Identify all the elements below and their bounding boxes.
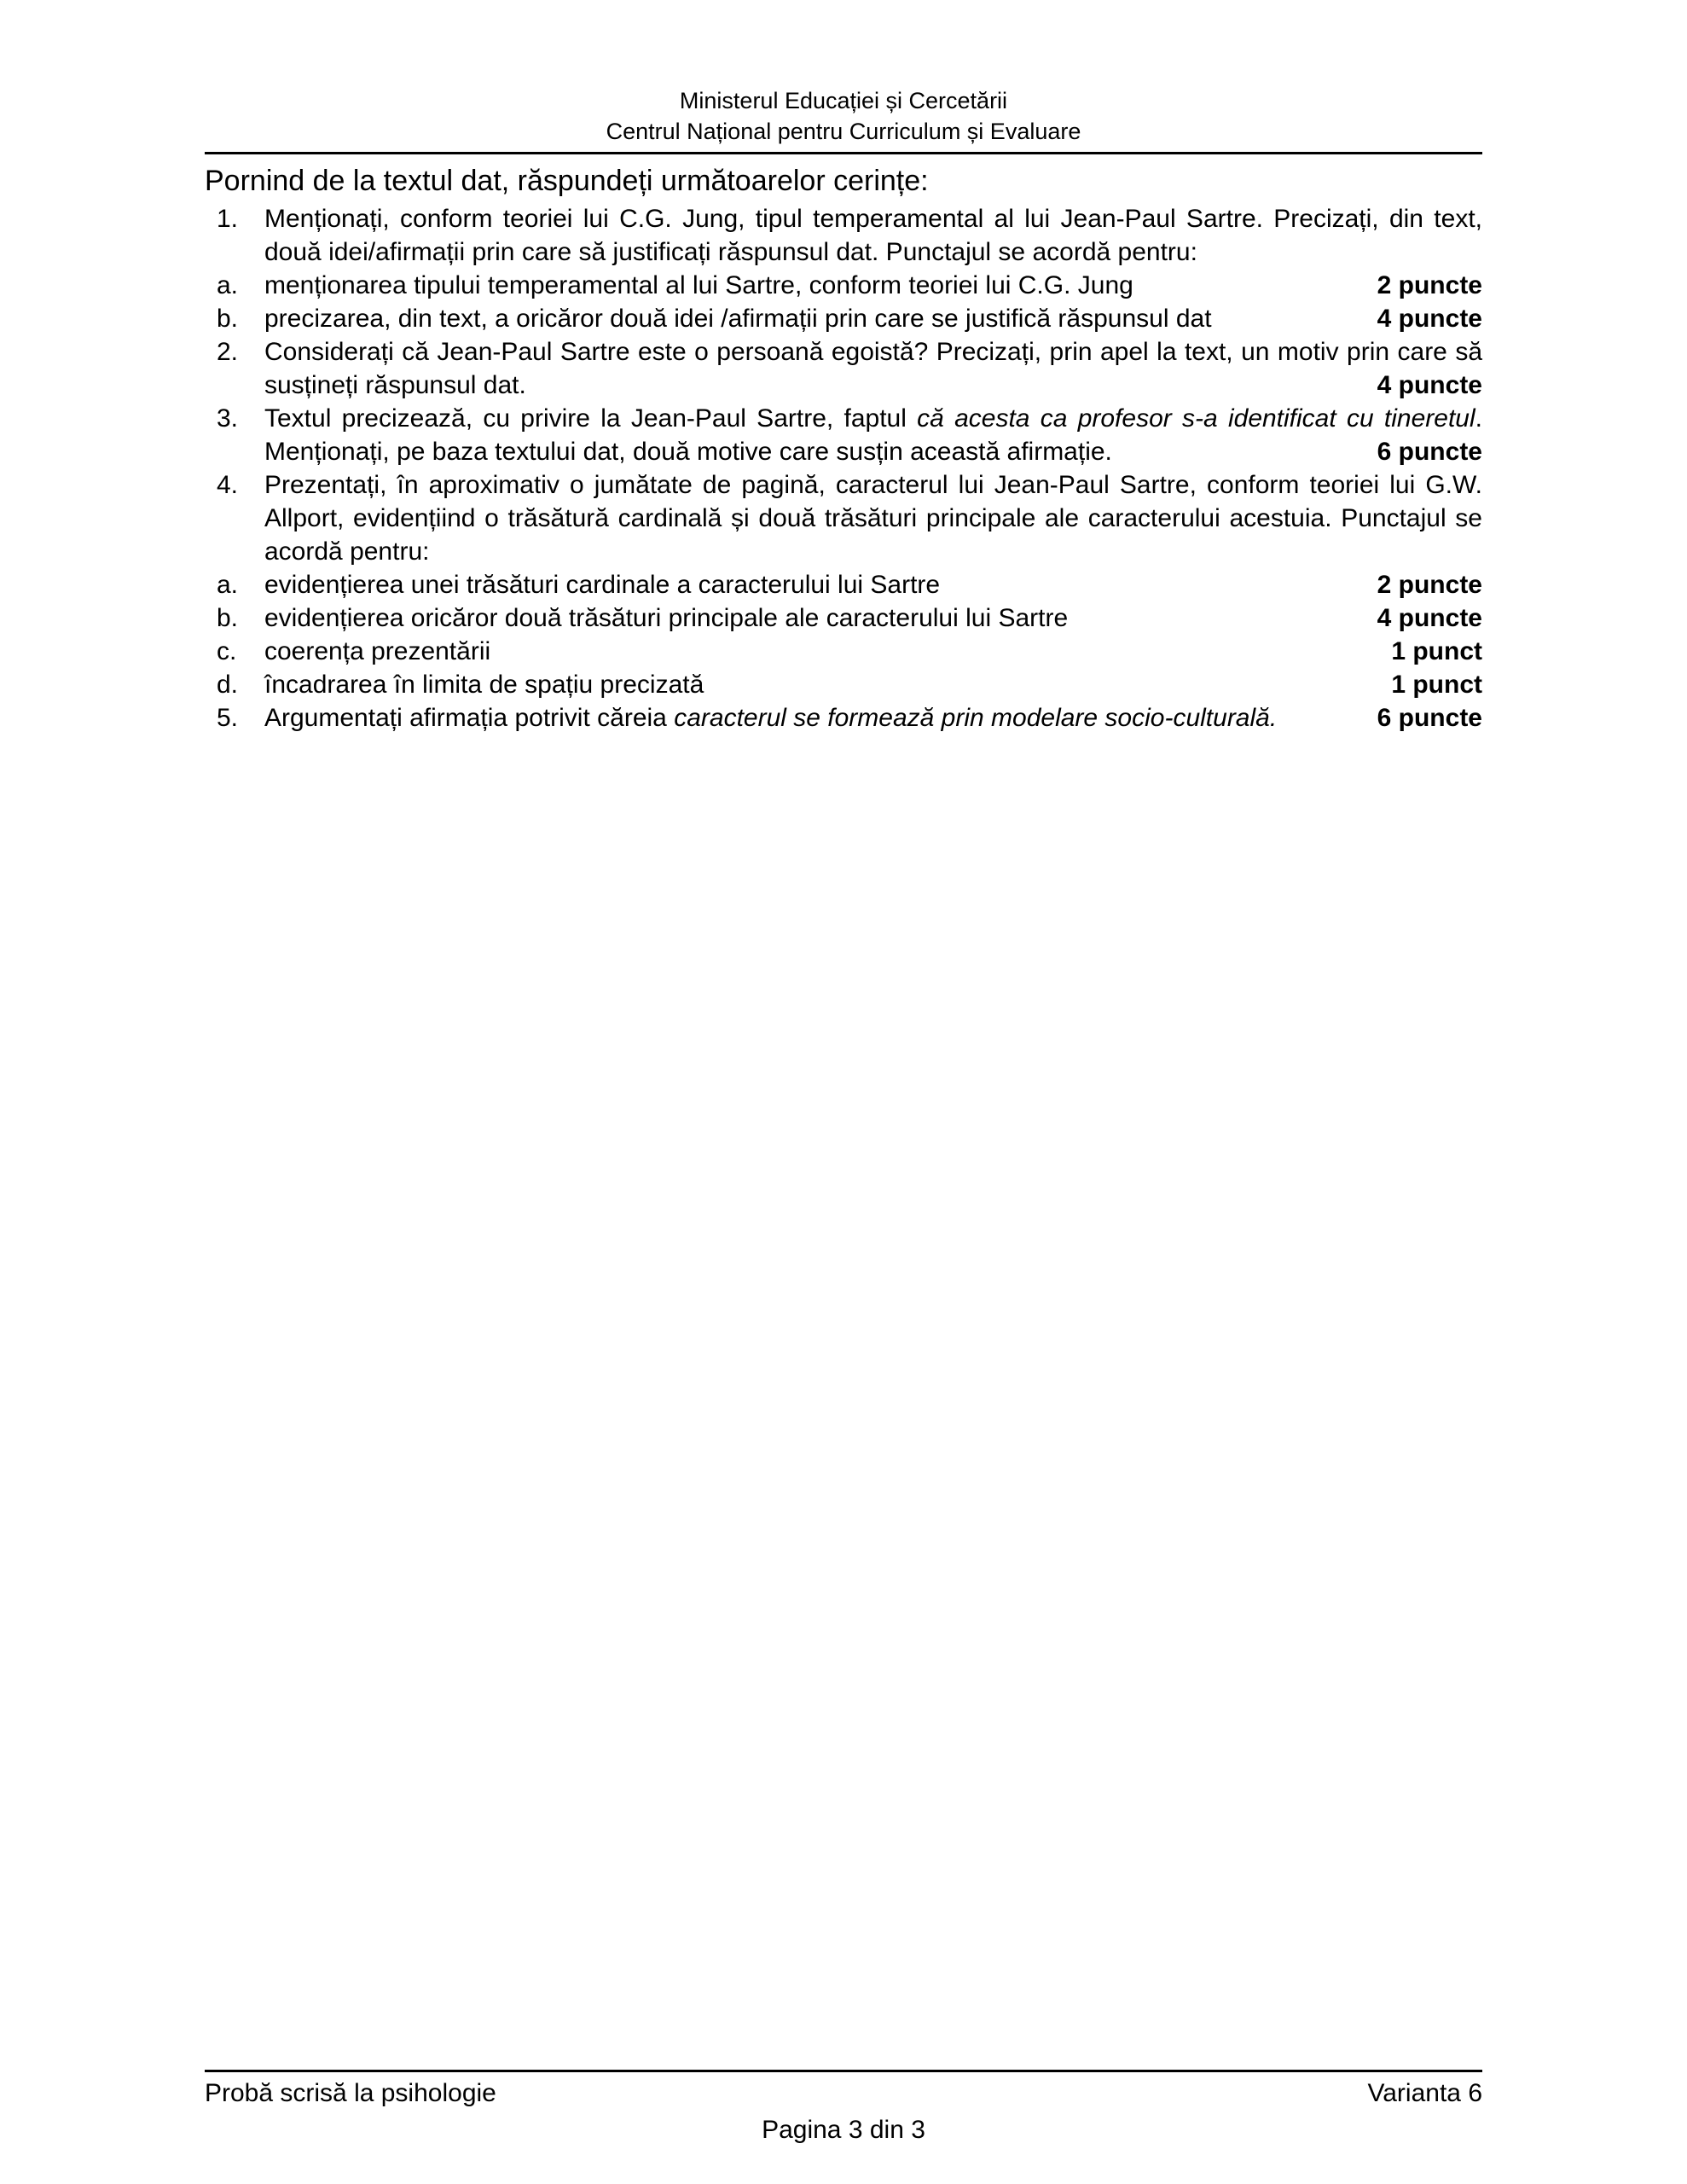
question-4-sub-d [205, 668, 1482, 701]
question-2 [205, 335, 1482, 402]
item-marker: b. [217, 604, 239, 632]
item-text: Considerați că Jean-Paul Sartre este o persoană egoistă? Precizați, prin apel la text, un motiv prin care să susțineți răspunsul dat. [264, 338, 1482, 399]
item-text: încadrarea în limita de spațiu precizată [264, 671, 704, 699]
item-text-italic: caracterul se formează prin modelare socio-culturală. [674, 704, 1278, 732]
item-text: precizarea, din text, a oricăror două idei /afirmații prin care se justifică răspunsul dat [264, 305, 1212, 333]
item-marker: d. [217, 671, 239, 699]
item-text: Textul precizează, cu privire la Jean-Paul Sartre, faptul [264, 404, 918, 433]
points-label: 4 puncte [1377, 371, 1482, 399]
item-marker: 1. [217, 205, 239, 233]
item-text: Argumentați afirmația potrivit căreia [264, 704, 675, 732]
points-label: 2 puncte [1377, 571, 1482, 599]
header-rule [205, 152, 1482, 154]
footer-exam-name: Probă scrisă la psihologie [205, 2079, 496, 2107]
points-label: 4 puncte [1377, 604, 1482, 632]
item-text-italic: că acesta ca profesor s-a identificat cu tineretul [917, 404, 1475, 433]
question-4-sub-c [205, 635, 1482, 668]
points-label: 1 punct [1391, 637, 1482, 665]
document-footer [205, 2070, 1482, 2146]
item-text: coerența prezentării [264, 637, 491, 665]
question-3 [205, 402, 1482, 468]
points-label: 6 puncte [1377, 438, 1482, 466]
item-marker: a. [217, 571, 239, 599]
item-text: evidențierea unei trăsături cardinale a caracterului lui Sartre [264, 571, 941, 599]
item-marker: b. [217, 305, 239, 333]
question-4-sub-b [205, 601, 1482, 635]
footer-page-number: Pagina 3 din 3 [762, 2116, 925, 2144]
document-header [0, 85, 1687, 147]
exam-content [205, 161, 1482, 735]
item-marker: a. [217, 271, 239, 299]
item-text: . Menționați, pe baza textului dat, două motive care susțin această afirmație. [264, 404, 1482, 466]
points-label: 6 puncte [1377, 704, 1482, 732]
item-marker: c. [217, 637, 237, 665]
item-text: Prezentați, în aproximativ o jumătate de pagină, caracterul lui Jean-Paul Sartre, conform teoriei lui G.W. Allport, evidențiind o trăsătură cardinală și două trăsături principale ale caracterului acestuia. Punctajul se acordă pentru: [264, 471, 1482, 566]
question-4-sub-a [205, 568, 1482, 601]
points-label: 4 puncte [1377, 305, 1482, 333]
ministry-title: Ministerul Educației și Cercetării [679, 88, 1008, 113]
points-label: 2 puncte [1377, 271, 1482, 299]
question-1-sub-b [205, 302, 1482, 335]
points-label: 1 punct [1391, 671, 1482, 699]
question-4 [205, 468, 1482, 568]
item-text: evidențierea oricăror două trăsături principale ale caracterului lui Sartre [264, 604, 1069, 632]
item-text: Menționați, conform teoriei lui C.G. Jung, tipul temperamental al lui Jean-Paul Sartre. Precizați, din text, două idei/afirmații prin care să justificați răspunsul dat. Punctajul se acordă pentru: [264, 205, 1482, 266]
center-subtitle: Centrul Național pentru Curriculum și Evaluare [606, 119, 1081, 144]
item-marker: 4. [217, 471, 239, 499]
question-1 [205, 202, 1482, 269]
question-1-sub-a [205, 269, 1482, 302]
question-5 [205, 701, 1482, 735]
item-marker: 3. [217, 404, 239, 433]
intro-text: Pornind de la textul dat, răspundeți următoarelor cerințe: [205, 165, 929, 197]
item-text: menționarea tipului temperamental al lui Sartre, conform teoriei lui C.G. Jung [264, 271, 1133, 299]
footer-rule [205, 2070, 1482, 2072]
footer-variant: Varianta 6 [1367, 2079, 1482, 2107]
item-marker: 2. [217, 338, 239, 366]
item-marker: 5. [217, 704, 239, 732]
